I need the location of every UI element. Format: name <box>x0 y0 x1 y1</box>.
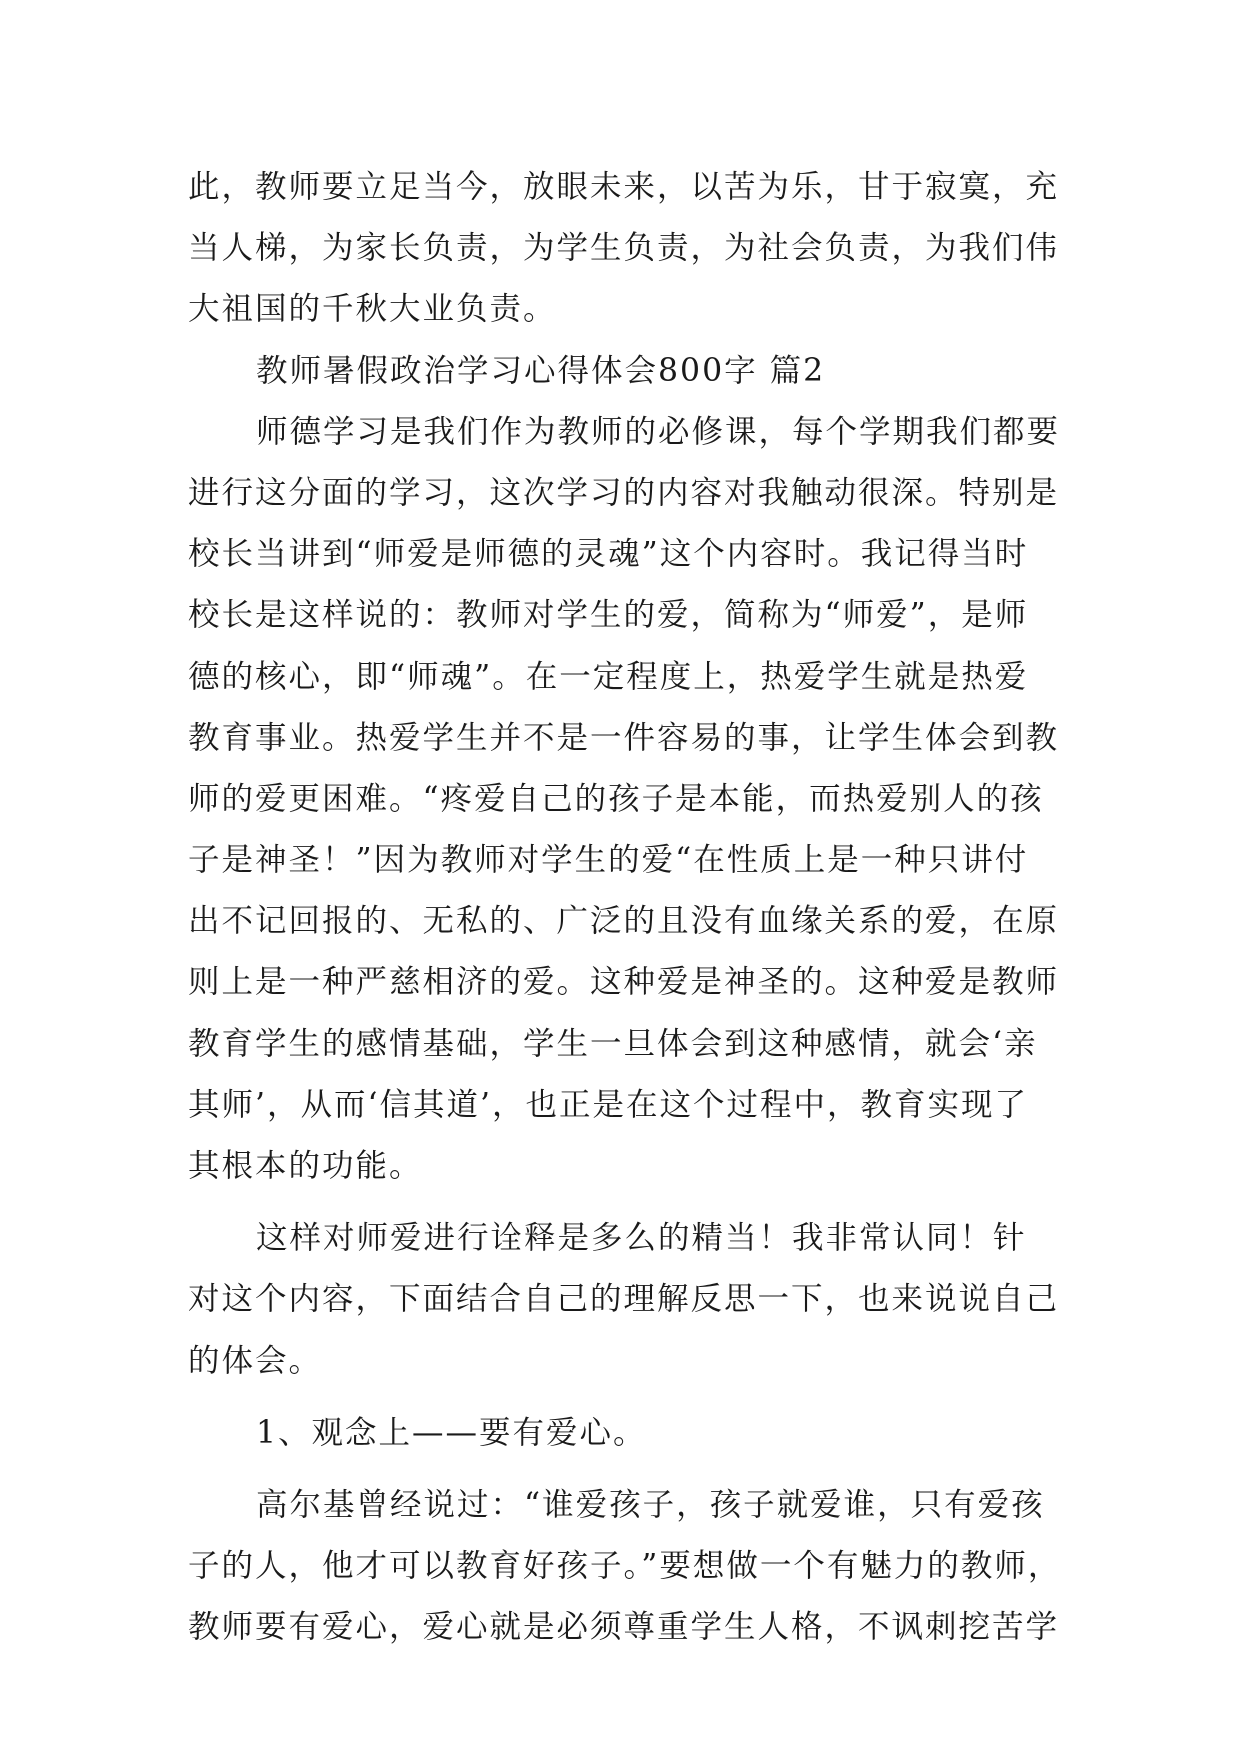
heading-text: 教师暑假政治学习心得体会800字 篇2 <box>256 352 826 389</box>
text-line: 校长是这样说的：教师对学生的爱，简称为“师爱”，是师 <box>188 597 1029 634</box>
text-line: 的体会。 <box>188 1342 323 1379</box>
text-line: 教育事业。热爱学生并不是一件容易的事，让学生体会到教 <box>188 719 1060 756</box>
text-line: 德的核心，即“师魂”。在一定程度上，热爱学生就是热爱 <box>188 658 1029 695</box>
text-line: 当人梯，为家长负责，为学生负责，为社会负责，为我们伟 <box>188 230 1060 267</box>
text-line: 子的人，他才可以教育好孩子。”要想做一个有魅力的教师， <box>188 1548 1062 1585</box>
paragraph-1 <box>188 157 1068 341</box>
text-line: 大祖国的千秋大业负责。 <box>188 291 557 328</box>
paragraph-2 <box>188 402 1068 1197</box>
text-line: 其师’，从而‘信其道’，也正是在这个过程中，教育实现了 <box>188 1086 1029 1123</box>
text-line: 教师要有爱心，爱心就是必须尊重学生人格，不讽刺挖苦学 <box>188 1609 1060 1646</box>
text-line: 则上是一种严慈相济的爱。这种爱是神圣的。这种爱是教师 <box>188 964 1060 1001</box>
text-line: 教育学生的感情基础，学生一旦体会到这种感情，就会‘亲 <box>188 1025 1038 1062</box>
text-line: 高尔基曾经说过：“谁爱孩子，孩子就爱谁，只有爱孩 <box>256 1486 1045 1523</box>
section-heading <box>188 341 1068 402</box>
text-line: 进行这分面的学习，这次学习的内容对我触动很深。特别是 <box>188 474 1060 511</box>
paragraph-3 <box>188 1208 1068 1392</box>
text-line: 师德学习是我们作为教师的必修课，每个学期我们都要 <box>256 413 1061 450</box>
paragraph-spacer <box>188 1197 1068 1208</box>
document-body <box>188 157 1068 1659</box>
text-line: 其根本的功能。 <box>188 1148 423 1184</box>
subheading-text: 1、观念上——要有爱心。 <box>256 1414 647 1451</box>
subheading <box>188 1403 1068 1464</box>
text-line: 此，教师要立足当今，放眼未来，以苦为乐，甘于寂寞，充 <box>188 169 1060 205</box>
text-line: 对这个内容，下面结合自己的理解反思一下，也来说说自己 <box>188 1281 1060 1318</box>
text-line: 师的爱更困难。“疼爱自己的孩子是本能，而热爱别人的孩 <box>188 780 1044 817</box>
text-line: 校长当讲到“师爱是师德的灵魂”这个内容时。我记得当时 <box>188 536 1029 573</box>
paragraph-4 <box>188 1475 1068 1659</box>
text-line: 这样对师爱进行诠释是多么的精当！我非常认同！针 <box>256 1220 1027 1257</box>
paragraph-spacer <box>188 1464 1068 1475</box>
text-line: 出不记回报的、无私的、广泛的且没有血缘关系的爱，在原 <box>188 903 1060 940</box>
text-line: 子是神圣！”因为教师对学生的爱“在性质上是一种只讲付 <box>188 842 1029 879</box>
paragraph-spacer <box>188 1392 1068 1403</box>
